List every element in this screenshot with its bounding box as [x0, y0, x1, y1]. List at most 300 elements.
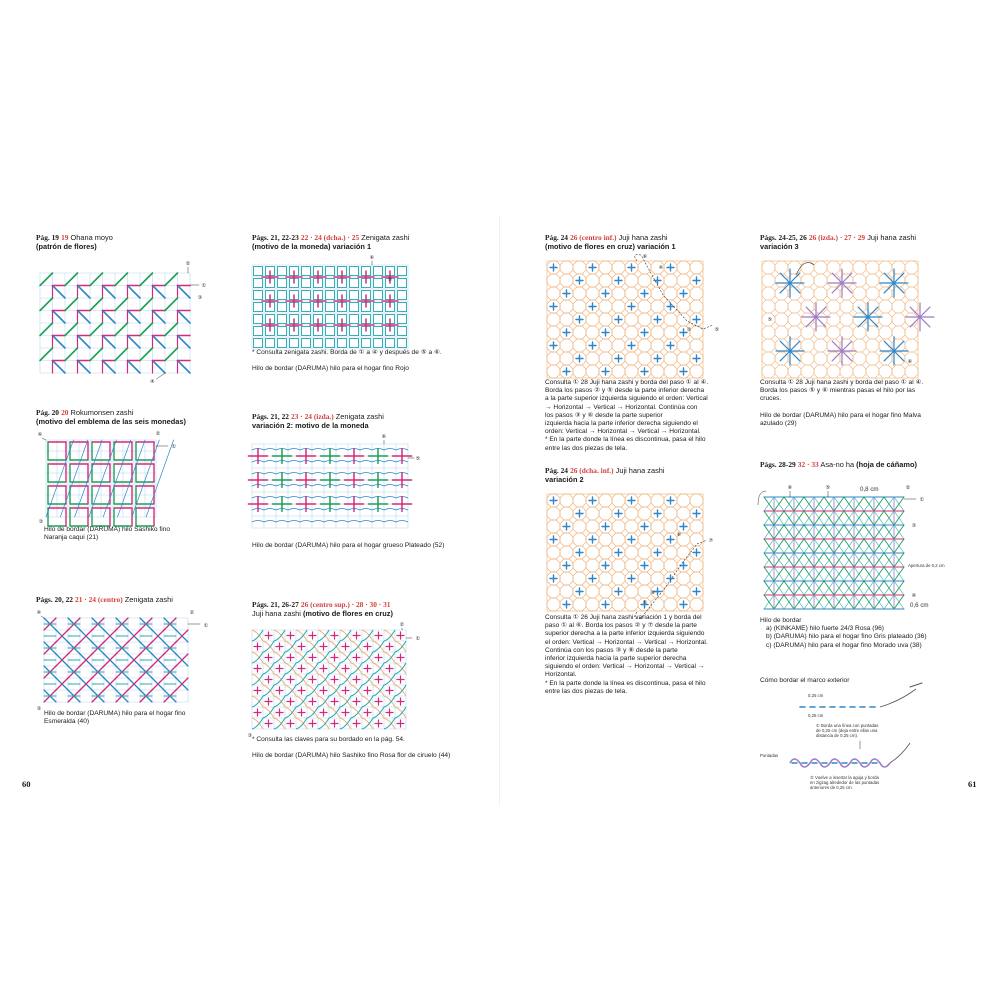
curve-stitch	[340, 696, 351, 707]
star-stitch	[884, 351, 894, 361]
octagon-stitch	[762, 339, 775, 352]
octagon-stitch	[586, 546, 599, 559]
octagon-stitch	[690, 533, 703, 546]
step-marker: ⑥	[787, 485, 793, 491]
distance-2: 0,25 cm	[808, 713, 824, 719]
curve-stitch	[373, 685, 384, 696]
octagon-stitch	[814, 352, 827, 365]
octagon-stitch	[690, 300, 703, 313]
octagon-stitch	[612, 520, 625, 533]
diagonal-stitch	[140, 273, 153, 286]
step-marker: ④	[911, 593, 917, 599]
curve-stitch	[360, 521, 372, 523]
zenigata-diagram	[36, 604, 209, 712]
step-marker: ④	[658, 265, 664, 271]
curve-stitch	[329, 707, 340, 718]
needle-thread	[880, 689, 916, 707]
octagon-stitch	[599, 533, 612, 546]
octagon-stitch	[612, 494, 625, 507]
octagon-stitch	[638, 585, 651, 598]
octagon-stitch	[547, 287, 560, 300]
step-marker: ⑥	[642, 254, 648, 260]
octagon-stitch	[651, 559, 664, 572]
juji-hana-diagram	[247, 618, 452, 739]
diagonal-stitch	[53, 311, 66, 324]
octagon-stitch	[801, 261, 814, 274]
curve-stitch	[288, 509, 300, 511]
octagon-stitch	[788, 313, 801, 326]
diagonal-stitch	[115, 323, 128, 336]
diagonal-stitch	[128, 336, 141, 349]
curve-stitch	[329, 685, 340, 696]
octagon-stitch	[573, 520, 586, 533]
star-stitch	[842, 351, 852, 361]
curve-stitch	[276, 521, 288, 523]
curve-stitch	[384, 652, 395, 663]
octagon-stitch	[638, 533, 651, 546]
curve-stitch	[336, 521, 348, 523]
curve-stitch	[362, 674, 373, 685]
curve-stitch	[384, 674, 395, 685]
curve-stitch	[285, 641, 296, 652]
diagonal-stitch	[165, 323, 178, 336]
octagon-stitch	[612, 326, 625, 339]
octagon-stitch	[664, 352, 677, 365]
octagon-stitch	[664, 287, 677, 300]
octagon-stitch	[560, 261, 573, 274]
curve-stitch	[252, 630, 263, 641]
octagon-stitch	[762, 261, 775, 274]
octagon-stitch	[677, 585, 690, 598]
star-stitch	[790, 351, 800, 361]
octagon-stitch	[827, 274, 840, 287]
curve-stitch	[307, 641, 318, 652]
measure-top: 0,8 cm	[860, 486, 879, 493]
curve-stitch	[360, 509, 372, 511]
diagonal-stitch	[128, 361, 141, 374]
measure-side: 0,6 cm	[910, 602, 929, 609]
diagonal-stitch	[128, 311, 141, 324]
page-number-right: 61	[968, 779, 977, 789]
marco-title: Cómo bordar el marco exterior	[760, 677, 850, 684]
diagonal-stitch	[65, 273, 78, 286]
octagon-stitch	[625, 326, 638, 339]
octagon-stitch	[625, 365, 638, 378]
curve-stitch	[285, 707, 296, 718]
octagon-stitch	[599, 261, 612, 274]
coin-square	[278, 303, 287, 312]
step-marker: ③	[38, 519, 44, 525]
octagon-stitch	[612, 300, 625, 313]
octagon-stitch	[853, 326, 866, 339]
octagon-stitch	[690, 572, 703, 585]
curve-stitch	[336, 509, 348, 511]
curve-stitch	[312, 473, 324, 475]
curve-stitch	[263, 663, 274, 674]
distance-1: 0,25 cm	[808, 693, 824, 699]
diagonal-stitch	[65, 323, 78, 336]
coin-square	[326, 279, 335, 288]
diagonal-stitch	[103, 361, 116, 374]
heading: Pág. 19 19 Ohana moyo (patrón de flores)	[36, 233, 113, 251]
curve-stitch	[288, 449, 300, 451]
curve-stitch	[362, 718, 373, 729]
diagonal-stitch	[90, 348, 103, 361]
octagon-stitch	[664, 313, 677, 326]
curve-stitch	[336, 485, 348, 487]
step-marker: ⑤	[714, 327, 720, 333]
coin-square	[350, 267, 359, 276]
coin-square	[278, 267, 287, 276]
octagon-stitch	[586, 287, 599, 300]
coin-square	[398, 267, 407, 276]
coin-square	[338, 339, 347, 348]
octagon-stitch	[547, 313, 560, 326]
curve-stitch	[252, 652, 263, 663]
octagon-stitch	[651, 365, 664, 378]
octagon-stitch	[690, 520, 703, 533]
octagon-stitch	[573, 261, 586, 274]
curve-stitch	[336, 473, 348, 475]
diagonal-stitch	[178, 311, 191, 324]
octagon-stitch	[827, 287, 840, 300]
curve-stitch	[373, 685, 384, 696]
step-marker: ③	[197, 295, 203, 301]
octagon-stitch	[677, 300, 690, 313]
octagon-stitch	[612, 533, 625, 546]
step-marker: ⑥	[907, 359, 913, 365]
star-stitch	[780, 283, 790, 293]
octagon-stitch	[586, 313, 599, 326]
step-marker: ②	[155, 431, 161, 437]
octagon-stitch	[599, 507, 612, 520]
diagonal-stitch	[140, 323, 153, 336]
octagon-stitch	[801, 365, 814, 378]
curve-stitch	[263, 707, 274, 718]
thread-note: Hilo de bordar (DARUMA) hilo para el hogar fino Rojo	[252, 365, 409, 373]
coin-square	[350, 327, 359, 336]
curve-stitch	[340, 674, 351, 685]
curve-stitch	[384, 718, 395, 729]
curve-stitch	[351, 663, 362, 674]
curve-stitch	[384, 461, 396, 463]
coin-square	[398, 291, 407, 300]
curve-stitch	[296, 718, 307, 729]
diagonal-stitch	[53, 286, 66, 299]
curve-stitch	[288, 485, 300, 487]
octagon-stitch	[651, 520, 664, 533]
octagon-stitch	[612, 559, 625, 572]
octagon-stitch	[762, 287, 775, 300]
curve-stitch	[384, 449, 396, 451]
octagon-stitch	[866, 365, 879, 378]
curve-stitch	[263, 685, 274, 696]
diagonal-stitch	[78, 336, 91, 349]
octagon-stitch	[586, 352, 599, 365]
octagon-stitch	[599, 572, 612, 585]
star-stitch	[920, 307, 930, 317]
step-marker: ②	[185, 261, 191, 267]
octagon-stitch	[801, 326, 814, 339]
step1-line: ① Borda una línea con puntadas	[816, 723, 879, 729]
curve-stitch	[329, 663, 340, 674]
octagon-stitch	[625, 585, 638, 598]
curve-stitch	[384, 652, 395, 663]
octagon-stitch	[625, 507, 638, 520]
curve-stitch	[264, 497, 276, 499]
octagon-stitch	[892, 365, 905, 378]
curve-stitch	[274, 630, 285, 641]
curve-stitch	[340, 718, 351, 729]
coin-square	[278, 327, 287, 336]
octagon-stitch	[905, 313, 918, 326]
heading: Págs. 21, 26-27 26 (centro sup.) · 28 · 30 · 31 Juji hana zashi (motivo de flores en cruz)	[252, 600, 393, 618]
octagon-stitch	[853, 313, 866, 326]
step-marker: ③	[247, 733, 253, 739]
octagon-stitch	[612, 339, 625, 352]
step-marker: ⑤	[767, 317, 773, 323]
octagon-stitch	[638, 494, 651, 507]
coin-square	[254, 291, 263, 300]
curve-stitch	[373, 707, 384, 718]
curve-stitch	[263, 707, 274, 718]
octagon-stitch	[560, 274, 573, 287]
coin-square	[326, 303, 335, 312]
curve-stitch	[274, 674, 285, 685]
juji-v3-instructions: Consulta ① 28 Juji hana zashi y borda del paso ① al ④. Borda los pasos ⑤ y ⑥ mientras pasas el hilo por las cruces.	[760, 379, 924, 403]
diagonal-stitch	[103, 440, 131, 517]
curve-stitch	[384, 696, 395, 707]
octagon-stitch	[573, 287, 586, 300]
star-stitch	[842, 341, 852, 351]
octagon-stitch	[814, 274, 827, 287]
diagonal-stitch	[140, 298, 153, 311]
curve-stitch	[264, 473, 276, 475]
octagon-stitch	[560, 313, 573, 326]
curve-stitch	[384, 497, 396, 499]
curve-stitch	[274, 652, 285, 663]
diagonal-stitch	[115, 348, 128, 361]
octagon-stitch	[547, 559, 560, 572]
octagon-stitch	[638, 507, 651, 520]
curve-stitch	[285, 685, 296, 696]
curve-stitch	[312, 509, 324, 511]
curve-stitch	[285, 663, 296, 674]
coin-square	[398, 315, 407, 324]
octagon-stitch	[638, 546, 651, 559]
octagon-stitch	[638, 261, 651, 274]
coin-square	[398, 327, 407, 336]
octagon-stitch	[690, 598, 703, 611]
curve-stitch	[324, 521, 336, 523]
curve-stitch	[395, 685, 406, 696]
curve-stitch	[351, 641, 362, 652]
curve-stitch	[360, 497, 372, 499]
curve-stitch	[395, 685, 406, 696]
curve-stitch	[307, 685, 318, 696]
star-stitch	[780, 351, 790, 361]
octagon-stitch	[560, 507, 573, 520]
asanoha-diagram	[760, 469, 960, 617]
diagonal-stitch	[118, 440, 146, 517]
curve-stitch	[336, 461, 348, 463]
curve-stitch	[252, 696, 263, 707]
heading: Págs. 21, 22-23 22 · 24 (dcha.) · 25 Zenigata zashi (motivo de la moneda) variación 1	[252, 233, 410, 251]
thread-note: Hilo de bordar (DARUMA) hilo para el hogar grueso Plateado (52)	[252, 542, 445, 549]
octagon-stitch	[573, 494, 586, 507]
octagon-stitch	[905, 339, 918, 352]
diagonal-stitch	[178, 336, 191, 349]
octagon-stitch	[762, 365, 775, 378]
step-marker: ④	[36, 610, 42, 616]
curve-stitch	[362, 718, 373, 729]
section-juji-v3	[760, 233, 940, 428]
curve-stitch	[362, 652, 373, 663]
curve-stitch	[351, 641, 362, 652]
curve-stitch	[264, 485, 276, 487]
octagon-stitch	[625, 559, 638, 572]
curve-stitch	[263, 641, 274, 652]
octagon-stitch	[775, 352, 788, 365]
curve-stitch	[340, 718, 351, 729]
octagon-stitch	[677, 339, 690, 352]
consult-note: * Consulta las claves para su bordado en la pág. 54.	[252, 736, 405, 743]
curve-stitch	[307, 685, 318, 696]
diagonal-stitch	[103, 311, 116, 324]
octagon-stitch	[827, 352, 840, 365]
curve-stitch	[329, 663, 340, 674]
curve-stitch	[296, 630, 307, 641]
curve-stitch	[252, 521, 264, 523]
curve-stitch	[312, 497, 324, 499]
curve-stitch	[362, 696, 373, 707]
curve-stitch	[360, 485, 372, 487]
curve-stitch	[384, 674, 395, 685]
section-juji-v1	[545, 233, 725, 453]
curve-stitch	[288, 461, 300, 463]
leader-line	[41, 616, 44, 618]
octagon-stitch	[625, 546, 638, 559]
coin-square	[326, 267, 335, 276]
diagonal-stitch	[78, 361, 91, 374]
coin-square	[374, 339, 383, 348]
octagon-stitch	[762, 300, 775, 313]
step-marker: ⑥	[369, 255, 375, 261]
curve-stitch	[329, 641, 340, 652]
curve-stitch	[312, 521, 324, 523]
curve-stitch	[360, 449, 372, 451]
step-marker: ⑤	[642, 600, 648, 606]
diagonal-stitch	[40, 348, 53, 361]
octagon-stitch	[814, 365, 827, 378]
coin-square	[374, 315, 383, 324]
coin-square	[278, 315, 287, 324]
coin-square	[302, 303, 311, 312]
curve-stitch	[285, 707, 296, 718]
asanoha-threads: Hilo de bordar a) (KINKAME) hilo fuerte 24/3 Rosa (96) b) (DARUMA) hilo para el hogar fino Gris plateado (36) c) (DARUMA) hilo para el hogar fino Morado uva (38)	[760, 617, 927, 649]
diagonal-stitch	[60, 440, 88, 517]
diagonal-stitch	[153, 361, 166, 374]
curve-stitch	[360, 473, 372, 475]
curve-stitch	[348, 521, 360, 523]
coin-square	[350, 303, 359, 312]
octagon-stitch	[905, 365, 918, 378]
coin-square	[374, 327, 383, 336]
step-marker: ①	[415, 636, 421, 642]
octagon-stitch	[853, 287, 866, 300]
octagon-stitch	[801, 313, 814, 326]
octagon-stitch	[547, 507, 560, 520]
curve-stitch	[373, 641, 384, 652]
curve-stitch	[318, 674, 329, 685]
step-marker: ⑤	[825, 485, 831, 491]
curve-stitch	[351, 707, 362, 718]
coin-square	[278, 291, 287, 300]
curve-stitch	[395, 641, 406, 652]
curve-stitch	[296, 718, 307, 729]
juji-v2-diagram	[545, 484, 725, 614]
heading: Págs. 28-29 32 · 33 Asa-no ha (hoja de cáñamo)	[760, 460, 917, 469]
curve-stitch	[274, 674, 285, 685]
curve-stitch	[264, 509, 276, 511]
step-marker: ③	[36, 706, 42, 712]
diagonal-stitch	[178, 361, 191, 374]
octagon-stitch	[651, 326, 664, 339]
octagon-stitch	[840, 313, 853, 326]
curve-stitch	[336, 497, 348, 499]
octagon-stitch	[827, 326, 840, 339]
step-marker: ②	[905, 485, 911, 491]
curve-stitch	[263, 685, 274, 696]
curve-stitch	[362, 652, 373, 663]
octagon-stitch	[651, 598, 664, 611]
octagon-stitch	[664, 365, 677, 378]
octagon-stitch	[762, 274, 775, 287]
octagon-stitch	[801, 339, 814, 352]
diagonal-stitch	[90, 273, 103, 286]
coin-square	[374, 291, 383, 300]
octagon-stitch	[866, 339, 879, 352]
curve-stitch	[395, 707, 406, 718]
coin-square	[302, 339, 311, 348]
coin-square	[302, 327, 311, 336]
heading: Págs. 20, 22 21 · 24 (centro) Zenigata zashi	[36, 595, 173, 604]
coin-square	[302, 267, 311, 276]
diagonal-stitch	[78, 311, 91, 324]
octagon-stitch	[651, 494, 664, 507]
diagonal-stitch	[165, 298, 178, 311]
curve-stitch	[373, 663, 384, 674]
octagon-stitch	[905, 274, 918, 287]
curve-stitch	[296, 652, 307, 663]
octagon-stitch	[625, 274, 638, 287]
octagon-stitch	[879, 261, 892, 274]
page-number-left: 60	[22, 779, 31, 789]
step-marker: ⑥	[676, 532, 682, 538]
octagon-stitch	[866, 261, 879, 274]
curve-stitch	[274, 718, 285, 729]
octagon-stitch	[840, 300, 853, 313]
octagon-stitch	[762, 352, 775, 365]
curve-stitch	[285, 641, 296, 652]
diagonal-stitch	[53, 361, 66, 374]
curve-stitch	[318, 718, 329, 729]
section-ohana	[36, 233, 207, 385]
octagon-stitch	[664, 585, 677, 598]
octagon-stitch	[612, 287, 625, 300]
octagon-stitch	[664, 520, 677, 533]
octagon-stitch	[612, 598, 625, 611]
